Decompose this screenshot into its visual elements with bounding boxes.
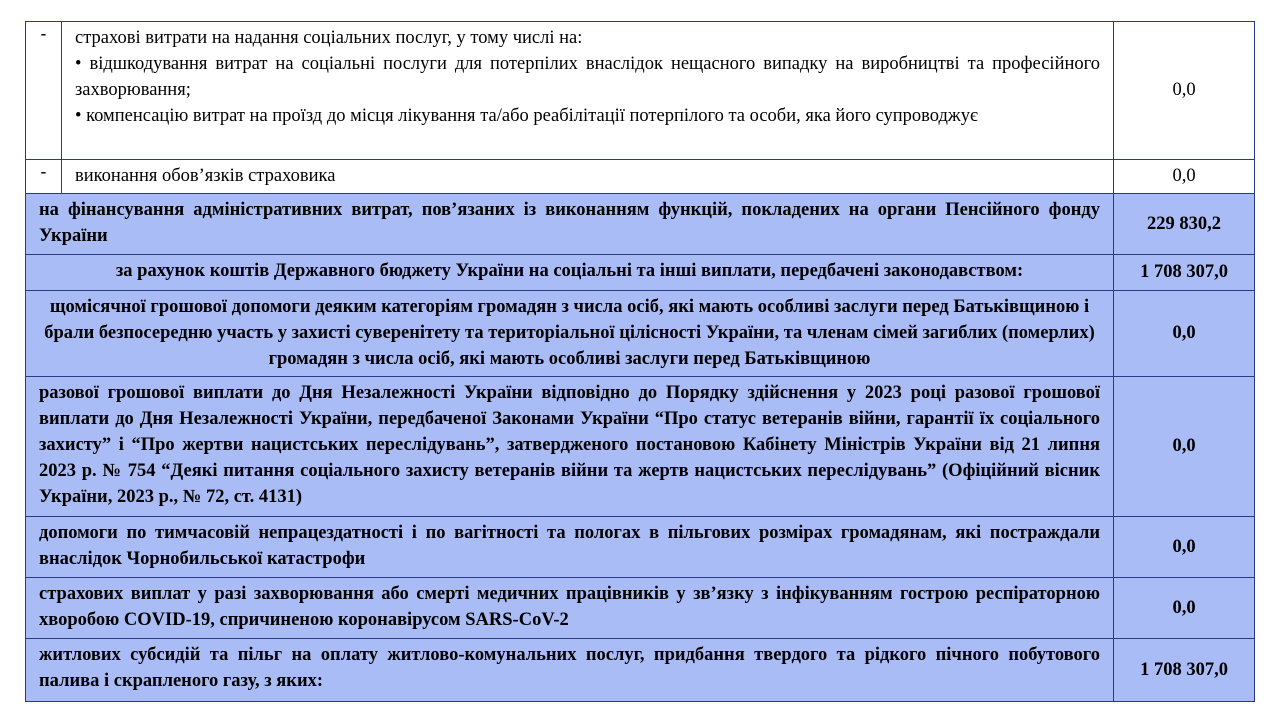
row-description: житлових субсидій та пільг на оплату житлово-комунальних послуг, придбання твердого та рідкого пічного побутового палива і скрапленого газу, з яких: [26, 639, 1114, 701]
row-value: 1 708 307,0 [1140, 659, 1228, 680]
row-description: допомоги по тимчасовій непрацездатності і по вагітності та пологах в пільгових розмірах громадянам, які постраждали внаслідок Чорнобильської катастрофи [26, 517, 1114, 577]
row-value: 0,0 [1172, 436, 1196, 456]
row-description-line: • відшкодування витрат на соціальні послуги для потерпілих внаслідок нещасного випадку на виробництві та професійного захворювання; [75, 54, 1100, 100]
table-row [26, 22, 1254, 160]
row-value: 0,0 [1172, 80, 1196, 100]
row-description: на фінансування адміністративних витрат, пов’язаних із виконанням функцій, покладених на органи Пенсійного фонду України [26, 194, 1114, 254]
table-row [26, 291, 1254, 377]
row-value: 0,0 [1172, 166, 1196, 186]
row-value: 1 708 307,0 [1140, 262, 1228, 282]
row-value: 0,0 [1172, 536, 1196, 557]
table-row [26, 517, 1254, 578]
row-value: 229 830,2 [1147, 213, 1221, 234]
table-row [26, 194, 1254, 255]
row-dash-marker: - [26, 160, 62, 193]
table-row [26, 160, 1254, 194]
budget-table [25, 21, 1255, 702]
table-row [26, 578, 1254, 639]
table-row [26, 639, 1254, 701]
row-dash-marker: - [26, 22, 62, 159]
row-description: за рахунок коштів Державного бюджету України на соціальні та інші виплати, передбачені законодавством: [26, 255, 1114, 290]
table-row [26, 377, 1254, 517]
row-description [62, 22, 1114, 159]
row-value: 0,0 [1172, 323, 1196, 343]
table-row [26, 255, 1254, 291]
row-description: разової грошової виплати до Дня Незалежності України відповідно до Порядку здійснення у 2023 році разової грошової виплати до Дня Незалежності України, передбаченої Законами України “Про статус ветеранів війни, гарантії їх соціального захисту” і “Про жертви нацистських переслідувань”, затвердженого постановою Кабінету Міністрів України від 21 липня 2023 р. № 754 “Деякі питання соціального захисту ветеранів війни та жертв нацистських переслідувань” (Офіційний вісник України, 2023 р., № 72, ст. 4131) [26, 377, 1114, 516]
row-description: виконання обов’язків страховика [62, 160, 1114, 193]
row-description-line: страхові витрати на надання соціальних послуг, у тому числі на: [75, 28, 583, 48]
row-description: щомісячної грошової допомоги деяким категоріям громадян з числа осіб, які мають особливі заслуги перед Батьківщиною і брали безпосередню участь у захисті суверенітету та територіальної цілісності України, та членам сімей загиблих (померлих) громадян з числа осіб, які мають особливі заслуги перед Батьківщиною [26, 291, 1114, 376]
row-description-line: • компенсацію витрат на проїзд до місця лікування та/або реабілітації потерпілого та особи, яка його супроводжує [75, 106, 978, 126]
row-description: страхових виплат у разі захворювання або смерті медичних працівників у зв’язку з інфікуванням гострою респіраторною хворобою COVID-19, спричиненою коронавірусом SARS-CoV-2 [26, 578, 1114, 638]
row-value: 0,0 [1172, 597, 1196, 618]
